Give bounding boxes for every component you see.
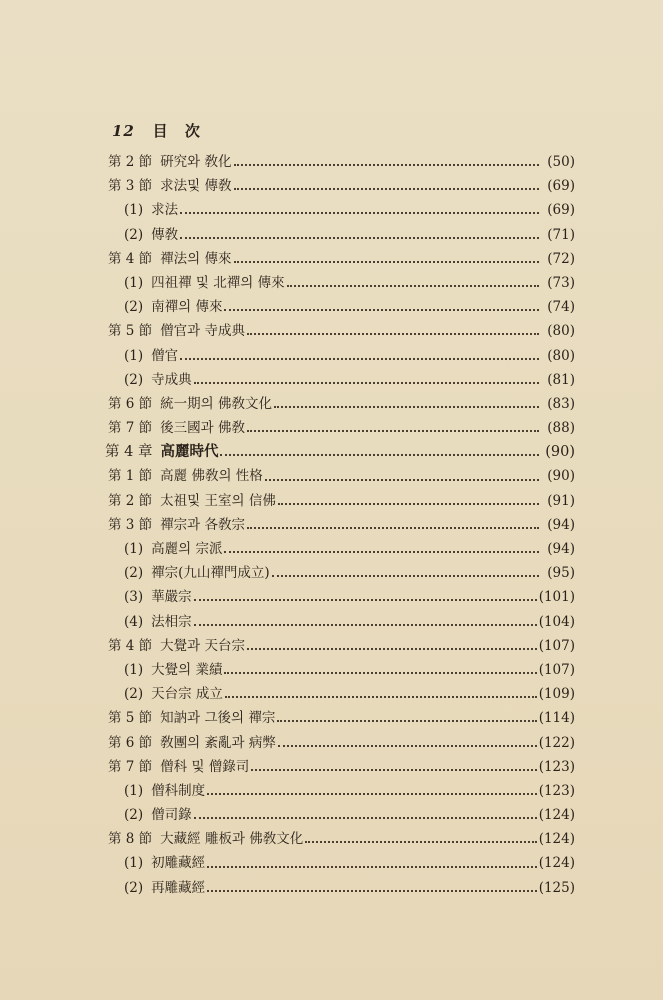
toc-leader-dots — [194, 599, 537, 601]
toc-leader-dots — [247, 648, 537, 650]
toc-entry-page: (109) — [538, 686, 575, 703]
toc-entry-page: (94) — [547, 516, 575, 533]
toc-entry-page: (71) — [547, 226, 575, 243]
toc-entry-title: 僧司錄 — [151, 807, 192, 824]
toc-entry-number: 第 8 節 — [108, 831, 153, 848]
toc-entry-page: (73) — [547, 274, 575, 291]
toc-entry-number: 第 7 節 — [108, 758, 153, 775]
toc-entry-title: 僧官 — [151, 347, 179, 364]
toc-entry-page: (80) — [547, 347, 575, 364]
toc-entry-page: (104) — [538, 613, 575, 630]
toc-entry-number: (2) — [124, 226, 144, 243]
toc-entry — [105, 247, 575, 271]
toc-leader-dots — [194, 817, 537, 819]
toc-leader-dots — [274, 406, 539, 408]
toc-leader-dots — [247, 527, 539, 529]
toc-entry — [105, 464, 575, 488]
toc-leader-dots — [194, 382, 539, 384]
toc-entry-number: (2) — [124, 807, 144, 824]
toc-entry — [105, 803, 575, 827]
toc-leader-dots — [265, 479, 539, 481]
table-of-contents — [105, 150, 575, 900]
toc-entry-page: (74) — [547, 299, 575, 316]
toc-entry-title: 知訥과 그後의 禪宗 — [160, 710, 276, 727]
toc-entry-number: (2) — [124, 686, 144, 703]
toc-entry — [105, 440, 575, 464]
toc-entry — [105, 731, 575, 755]
toc-leader-dots — [207, 866, 537, 868]
page-header — [112, 120, 206, 141]
toc-entry-page: (107) — [538, 637, 575, 654]
toc-entry-title: 禪宗과 各敎宗 — [160, 516, 246, 533]
toc-entry-number: (2) — [124, 299, 144, 316]
toc-entry-title: 初雕藏經 — [151, 855, 206, 872]
toc-entry-number: (2) — [124, 565, 144, 582]
toc-entry — [105, 610, 575, 634]
toc-leader-dots — [277, 720, 536, 722]
toc-entry-page: (81) — [547, 371, 575, 388]
toc-entry — [105, 271, 575, 295]
toc-entry-number: 第 6 節 — [108, 734, 153, 751]
toc-leader-dots — [207, 890, 537, 892]
toc-entry-number: 第 5 節 — [108, 710, 153, 727]
toc-entry — [105, 658, 575, 682]
toc-leader-dots — [272, 575, 539, 577]
toc-entry — [105, 634, 575, 658]
toc-entry-title: 傳敎 — [151, 226, 179, 243]
toc-entry-page: (90) — [545, 444, 575, 461]
toc-entry-title: 大覺과 天台宗 — [160, 637, 246, 654]
toc-entry-number: 第 2 節 — [108, 492, 153, 509]
toc-entry — [105, 295, 575, 319]
page-number: 12 — [112, 122, 135, 140]
toc-entry — [105, 585, 575, 609]
toc-entry-title: 再雕藏經 — [151, 879, 206, 896]
toc-entry-number: 第 4 節 — [108, 250, 153, 267]
toc-entry-page: (91) — [547, 492, 575, 509]
toc-entry-title: 禪宗(九山禪門成立) — [151, 565, 270, 582]
toc-entry-number: 第 4 節 — [108, 637, 153, 654]
toc-leader-dots — [207, 793, 537, 795]
header-title: 目 次 — [152, 122, 206, 140]
toc-entry-title: 高麗時代 — [160, 443, 219, 461]
toc-entry-title: 僧科制度 — [151, 782, 206, 799]
toc-entry-number: (1) — [124, 855, 144, 872]
toc-entry-number: 第 7 節 — [108, 420, 153, 437]
toc-entry-page: (72) — [547, 250, 575, 267]
toc-leader-dots — [278, 745, 537, 747]
toc-entry — [105, 851, 575, 875]
toc-entry — [105, 489, 575, 513]
toc-leader-dots — [251, 769, 536, 771]
toc-entry-title: 天台宗 成立 — [151, 686, 223, 703]
toc-entry — [105, 198, 575, 222]
toc-entry-page: (124) — [538, 855, 575, 872]
toc-entry — [105, 706, 575, 730]
toc-entry — [105, 392, 575, 416]
toc-entry-page: (50) — [547, 154, 575, 170]
toc-leader-dots — [224, 672, 536, 674]
toc-entry-title: 求法및 傳敎 — [160, 178, 232, 195]
toc-entry-title: 法相宗 — [151, 613, 192, 630]
toc-entry-title: 求法 — [151, 202, 179, 219]
toc-entry — [105, 150, 575, 174]
toc-entry — [105, 513, 575, 537]
toc-leader-dots — [220, 454, 539, 456]
toc-leader-dots — [287, 285, 539, 287]
toc-entry-number: (1) — [124, 541, 144, 557]
toc-entry-page: (123) — [538, 782, 575, 799]
toc-entry-page: (83) — [547, 395, 575, 412]
toc-leader-dots — [180, 358, 539, 360]
toc-entry-title: 統一期의 佛敎文化 — [160, 395, 273, 412]
toc-leader-dots — [234, 188, 539, 190]
toc-entry-title: 僧科 및 僧錄司 — [160, 758, 250, 775]
toc-entry-number: (1) — [124, 274, 144, 291]
toc-entry-page: (114) — [538, 710, 575, 727]
toc-leader-dots — [247, 333, 539, 335]
toc-entry-page: (107) — [538, 661, 575, 678]
toc-entry — [105, 682, 575, 706]
toc-entry-title: 敎團의 紊亂과 病弊 — [160, 734, 276, 751]
toc-entry — [105, 876, 575, 900]
toc-leader-dots — [305, 841, 536, 843]
toc-entry-number: 第 4 章 — [105, 444, 153, 461]
toc-entry-page: (125) — [538, 879, 575, 896]
toc-leader-dots — [234, 164, 539, 166]
toc-leader-dots — [278, 503, 539, 505]
toc-entry — [105, 537, 575, 561]
toc-entry-title: 後三國과 佛敎 — [160, 420, 246, 437]
toc-entry-title: 高麗의 宗派 — [151, 541, 223, 557]
toc-entry-number: (4) — [124, 613, 144, 630]
toc-entry — [105, 174, 575, 198]
toc-entry-number: 第 3 節 — [108, 178, 153, 195]
toc-entry-title: 大藏經 雕板과 佛敎文化 — [160, 831, 304, 848]
toc-entry — [105, 223, 575, 247]
toc-entry-page: (80) — [547, 323, 575, 340]
toc-entry — [105, 561, 575, 585]
toc-leader-dots — [234, 261, 539, 263]
toc-entry — [105, 319, 575, 343]
toc-entry-number: (2) — [124, 371, 144, 388]
toc-entry-number: (1) — [124, 202, 144, 219]
toc-entry-number: (1) — [124, 661, 144, 678]
toc-entry-page: (88) — [547, 420, 575, 437]
toc-entry-title: 大覺의 業績 — [151, 661, 223, 678]
toc-leader-dots — [224, 309, 539, 311]
toc-entry-title: 寺成典 — [151, 371, 192, 388]
toc-entry-title: 硏究와 敎化 — [160, 154, 232, 170]
toc-leader-dots — [180, 237, 539, 239]
toc-entry — [105, 779, 575, 803]
toc-entry-title: 華嚴宗 — [151, 589, 192, 606]
toc-leader-dots — [180, 212, 539, 214]
toc-entry-number: (2) — [124, 879, 144, 896]
toc-entry-page: (124) — [538, 807, 575, 824]
toc-entry-page: (69) — [547, 202, 575, 219]
toc-entry-title: 僧官과 寺成典 — [160, 323, 246, 340]
toc-entry-page: (95) — [547, 565, 575, 582]
toc-entry-title: 四祖禪 및 北禪의 傳來 — [151, 274, 285, 291]
toc-entry-number: (3) — [124, 589, 144, 606]
toc-entry-title: 高麗 佛敎의 性格 — [160, 468, 263, 485]
toc-entry-number: (1) — [124, 347, 144, 364]
toc-entry-page: (124) — [538, 831, 575, 848]
toc-entry-title: 禪法의 傳來 — [160, 250, 232, 267]
toc-entry — [105, 344, 575, 368]
toc-entry-number: 第 5 節 — [108, 323, 153, 340]
toc-entry-page: (90) — [547, 468, 575, 485]
toc-entry-title: 南禪의 傳來 — [151, 299, 223, 316]
toc-entry-page: (69) — [547, 178, 575, 195]
toc-entry-number: 第 3 節 — [108, 516, 153, 533]
toc-leader-dots — [194, 624, 537, 626]
toc-entry-page: (123) — [538, 758, 575, 775]
toc-leader-dots — [247, 430, 539, 432]
toc-entry-number: (1) — [124, 782, 144, 799]
toc-entry — [105, 755, 575, 779]
toc-entry-page: (122) — [538, 734, 575, 751]
toc-entry — [105, 368, 575, 392]
toc-entry-title: 太祖및 王室의 信佛 — [160, 492, 276, 509]
toc-entry — [105, 416, 575, 440]
toc-entry-number: 第 1 節 — [108, 468, 153, 485]
toc-entry-page: (94) — [547, 541, 575, 557]
toc-leader-dots — [224, 551, 539, 553]
toc-entry-number: 第 6 節 — [108, 395, 153, 412]
toc-entry-number: 第 2 節 — [108, 154, 153, 170]
toc-entry-page: (101) — [538, 589, 575, 606]
toc-leader-dots — [225, 696, 537, 698]
toc-entry — [105, 827, 575, 851]
